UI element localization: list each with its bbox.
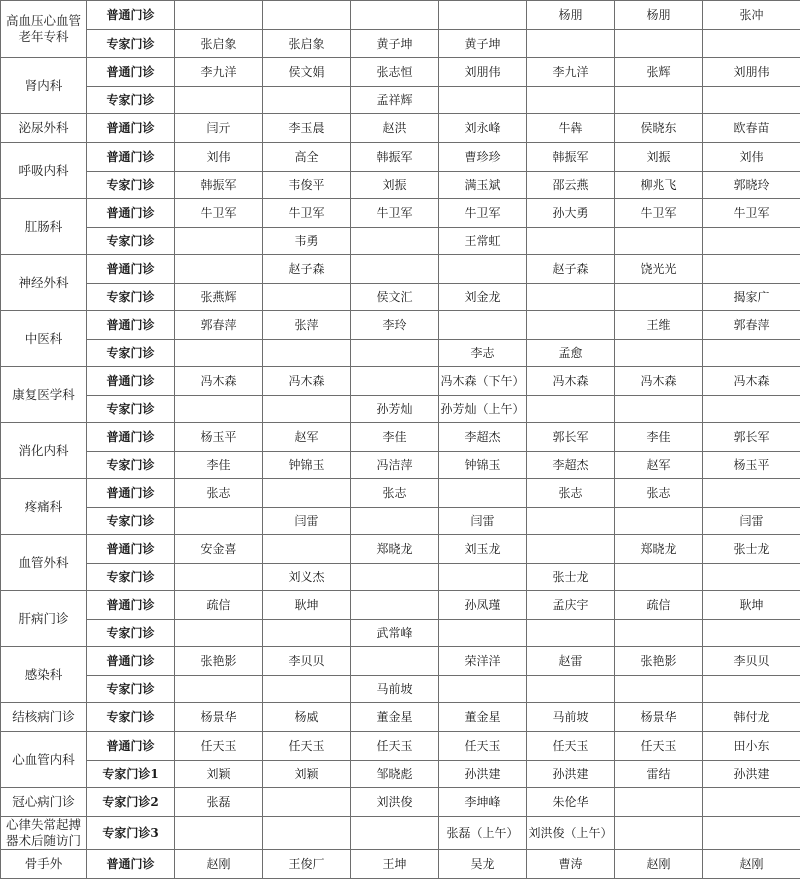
doctor-cell <box>351 817 439 850</box>
doctor-cell: 赵军 <box>263 423 351 452</box>
doctor-cell: 杨景华 <box>615 703 703 732</box>
clinic-type: 普通门诊 <box>87 647 175 676</box>
doctor-cell: 张志 <box>351 479 439 508</box>
clinic-type: 专家门诊 <box>87 564 175 591</box>
doctor-cell: 刘金龙 <box>439 284 527 311</box>
doctor-cell: 朱伦华 <box>527 788 615 817</box>
table-row <box>1 732 800 761</box>
doctor-cell: 黄子坤 <box>439 30 527 58</box>
doctor-cell <box>175 228 263 255</box>
doctor-cell <box>439 255 527 284</box>
doctor-cell <box>175 396 263 423</box>
doctor-cell <box>615 284 703 311</box>
table-row <box>1 143 800 172</box>
doctor-cell <box>263 620 351 647</box>
doctor-cell: 王坤 <box>351 850 439 879</box>
department-name: 血管外科 <box>1 535 87 591</box>
doctor-cell: 郭晓玲 <box>703 172 800 199</box>
doctor-cell <box>527 396 615 423</box>
doctor-cell <box>263 535 351 564</box>
doctor-cell <box>351 591 439 620</box>
doctor-cell <box>175 676 263 703</box>
department-name: 康复医学科 <box>1 367 87 423</box>
clinic-type: 普通门诊 <box>87 850 175 879</box>
doctor-cell: 任天玉 <box>615 732 703 761</box>
doctor-cell: 杨景华 <box>175 703 263 732</box>
doctor-cell <box>615 676 703 703</box>
doctor-cell: 韩振军 <box>527 143 615 172</box>
doctor-cell: 孙芳灿 <box>351 396 439 423</box>
doctor-cell: 疏信 <box>175 591 263 620</box>
doctor-cell: 张志 <box>175 479 263 508</box>
doctor-cell: 王常虹 <box>439 228 527 255</box>
clinic-type: 专家门诊 <box>87 340 175 367</box>
doctor-cell: 雷结 <box>615 761 703 788</box>
doctor-cell: 牛卫军 <box>351 199 439 228</box>
table-row <box>1 114 800 143</box>
doctor-cell: 李贝贝 <box>703 647 800 676</box>
doctor-cell <box>703 255 800 284</box>
table-row <box>1 255 800 284</box>
doctor-cell: 郭长军 <box>703 423 800 452</box>
clinic-type: 普通门诊 <box>87 732 175 761</box>
doctor-cell: 疏信 <box>615 591 703 620</box>
doctor-cell: 孟庆宇 <box>527 591 615 620</box>
doctor-cell: 张艳影 <box>175 647 263 676</box>
doctor-cell: 吴龙 <box>439 850 527 879</box>
clinic-type: 专家门诊 <box>87 452 175 479</box>
clinic-type: 专家门诊3 <box>87 817 175 850</box>
doctor-cell <box>527 30 615 58</box>
doctor-cell: 牛卫军 <box>703 199 800 228</box>
doctor-cell: 张燕辉 <box>175 284 263 311</box>
doctor-cell <box>263 788 351 817</box>
doctor-cell: 刘伟 <box>703 143 800 172</box>
doctor-cell <box>615 340 703 367</box>
doctor-cell <box>703 676 800 703</box>
doctor-cell: 杨威 <box>263 703 351 732</box>
department-name: 肾内科 <box>1 58 87 114</box>
doctor-cell: 邹晓彪 <box>351 761 439 788</box>
doctor-cell: 牛犇 <box>527 114 615 143</box>
table-row <box>1 284 800 311</box>
doctor-cell <box>615 87 703 114</box>
doctor-cell <box>703 479 800 508</box>
doctor-cell <box>527 535 615 564</box>
table-row <box>1 817 800 850</box>
clinic-type: 普通门诊 <box>87 1 175 30</box>
doctor-cell: 杨玉平 <box>703 452 800 479</box>
doctor-cell: 钟锦玉 <box>439 452 527 479</box>
doctor-cell <box>263 479 351 508</box>
doctor-cell: 耿坤 <box>703 591 800 620</box>
doctor-cell: 孙大勇 <box>527 199 615 228</box>
table-row <box>1 850 800 879</box>
doctor-cell <box>351 508 439 535</box>
doctor-cell: 曹珍珍 <box>439 143 527 172</box>
doctor-cell <box>351 367 439 396</box>
department-name: 感染科 <box>1 647 87 703</box>
doctor-cell <box>263 396 351 423</box>
doctor-cell: 刘振 <box>615 143 703 172</box>
doctor-cell <box>439 1 527 30</box>
doctor-cell <box>703 817 800 850</box>
doctor-cell: 邵云燕 <box>527 172 615 199</box>
doctor-cell: 杨朋 <box>527 1 615 30</box>
doctor-cell <box>615 396 703 423</box>
doctor-cell: 张启象 <box>175 30 263 58</box>
doctor-cell: 王俊厂 <box>263 850 351 879</box>
doctor-cell: 侯文汇 <box>351 284 439 311</box>
doctor-cell: 马前坡 <box>527 703 615 732</box>
doctor-cell <box>175 1 263 30</box>
table-row <box>1 367 800 396</box>
doctor-cell: 李玉晨 <box>263 114 351 143</box>
doctor-cell: 刘颖 <box>263 761 351 788</box>
doctor-cell <box>615 564 703 591</box>
doctor-cell: 韦俊平 <box>263 172 351 199</box>
doctor-cell: 张磊（上午） <box>439 817 527 850</box>
doctor-cell <box>703 564 800 591</box>
doctor-cell: 郑晓龙 <box>615 535 703 564</box>
doctor-cell: 赵雷 <box>527 647 615 676</box>
table-row <box>1 396 800 423</box>
doctor-cell: 冯木森 <box>263 367 351 396</box>
doctor-cell: 闫亓 <box>175 114 263 143</box>
doctor-cell: 赵刚 <box>703 850 800 879</box>
doctor-cell: 黄子坤 <box>351 30 439 58</box>
clinic-type: 专家门诊 <box>87 676 175 703</box>
doctor-cell: 高全 <box>263 143 351 172</box>
doctor-cell <box>703 788 800 817</box>
clinic-type: 普通门诊 <box>87 367 175 396</box>
doctor-cell <box>615 788 703 817</box>
doctor-cell: 杨玉平 <box>175 423 263 452</box>
doctor-cell: 冯洁萍 <box>351 452 439 479</box>
doctor-cell: 冯木森 <box>175 367 263 396</box>
table-row <box>1 87 800 114</box>
department-name: 高血压心血管老年专科 <box>1 1 87 58</box>
doctor-cell: 赵子森 <box>527 255 615 284</box>
doctor-cell: 刘朋伟 <box>439 58 527 87</box>
department-name: 呼吸内科 <box>1 143 87 199</box>
doctor-cell: 冯木森（下午） <box>439 367 527 396</box>
doctor-cell: 张萍 <box>263 311 351 340</box>
doctor-cell <box>351 228 439 255</box>
department-name: 消化内科 <box>1 423 87 479</box>
clinic-type: 专家门诊 <box>87 30 175 58</box>
doctor-cell: 韦勇 <box>263 228 351 255</box>
doctor-cell <box>703 340 800 367</box>
doctor-cell: 曹涛 <box>527 850 615 879</box>
table-row <box>1 647 800 676</box>
table-row <box>1 508 800 535</box>
doctor-cell <box>527 620 615 647</box>
clinic-type: 专家门诊 <box>87 284 175 311</box>
doctor-cell <box>615 30 703 58</box>
clinic-type: 普通门诊 <box>87 423 175 452</box>
doctor-cell: 刘朋伟 <box>703 58 800 87</box>
doctor-cell <box>351 1 439 30</box>
doctor-cell: 董金星 <box>439 703 527 732</box>
table-row <box>1 172 800 199</box>
doctor-cell: 赵洪 <box>351 114 439 143</box>
doctor-cell: 张艳影 <box>615 647 703 676</box>
doctor-cell <box>263 340 351 367</box>
doctor-cell <box>175 87 263 114</box>
department-name: 骨手外 <box>1 850 87 879</box>
doctor-cell: 郭春萍 <box>703 311 800 340</box>
clinic-type: 普通门诊 <box>87 311 175 340</box>
doctor-cell <box>439 479 527 508</box>
clinic-type: 普通门诊 <box>87 143 175 172</box>
doctor-cell: 孙芳灿（上午） <box>439 396 527 423</box>
clinic-type: 专家门诊 <box>87 172 175 199</box>
clinic-type: 专家门诊 <box>87 703 175 732</box>
doctor-cell: 李九洋 <box>527 58 615 87</box>
doctor-cell <box>527 508 615 535</box>
doctor-cell: 李超杰 <box>439 423 527 452</box>
doctor-cell: 马前坡 <box>351 676 439 703</box>
doctor-cell: 满玉斌 <box>439 172 527 199</box>
doctor-cell: 柳兆飞 <box>615 172 703 199</box>
doctor-cell: 刘永峰 <box>439 114 527 143</box>
table-row <box>1 703 800 732</box>
doctor-cell <box>527 228 615 255</box>
doctor-cell <box>439 620 527 647</box>
doctor-cell: 闫雷 <box>439 508 527 535</box>
doctor-cell: 张志 <box>615 479 703 508</box>
department-name: 心血管内科 <box>1 732 87 788</box>
doctor-cell <box>351 564 439 591</box>
doctor-cell <box>703 30 800 58</box>
doctor-cell <box>703 396 800 423</box>
doctor-cell: 牛卫军 <box>175 199 263 228</box>
department-name: 肝病门诊 <box>1 591 87 647</box>
doctor-cell: 揭家广 <box>703 284 800 311</box>
doctor-cell: 张启象 <box>263 30 351 58</box>
doctor-cell <box>175 340 263 367</box>
doctor-cell: 任天玉 <box>263 732 351 761</box>
table-row <box>1 535 800 564</box>
table-row <box>1 228 800 255</box>
doctor-cell <box>263 1 351 30</box>
doctor-cell: 张志恒 <box>351 58 439 87</box>
doctor-cell: 安金喜 <box>175 535 263 564</box>
doctor-cell: 任天玉 <box>439 732 527 761</box>
doctor-cell <box>439 87 527 114</box>
doctor-cell: 欧春苗 <box>703 114 800 143</box>
doctor-cell <box>703 228 800 255</box>
doctor-cell: 李九洋 <box>175 58 263 87</box>
doctor-cell <box>615 228 703 255</box>
doctor-cell <box>615 620 703 647</box>
table-row <box>1 479 800 508</box>
doctor-cell: 李佳 <box>175 452 263 479</box>
clinic-type: 专家门诊 <box>87 508 175 535</box>
clinic-type: 普通门诊 <box>87 199 175 228</box>
clinic-type: 普通门诊 <box>87 535 175 564</box>
department-name: 冠心病门诊 <box>1 788 87 817</box>
doctor-cell: 牛卫军 <box>263 199 351 228</box>
schedule-body <box>1 1 800 879</box>
department-name: 疼痛科 <box>1 479 87 535</box>
table-row <box>1 788 800 817</box>
clinic-type: 普通门诊 <box>87 591 175 620</box>
clinic-type: 专家门诊 <box>87 228 175 255</box>
clinic-type: 专家门诊 <box>87 620 175 647</box>
doctor-cell: 赵子森 <box>263 255 351 284</box>
doctor-cell <box>175 817 263 850</box>
table-row <box>1 1 800 30</box>
department-name: 心律失常起搏器术后随访门 <box>1 817 87 850</box>
table-row <box>1 340 800 367</box>
doctor-cell: 郭春萍 <box>175 311 263 340</box>
doctor-cell: 冯木森 <box>703 367 800 396</box>
doctor-cell: 闫雷 <box>703 508 800 535</box>
doctor-cell <box>703 87 800 114</box>
clinic-type: 普通门诊 <box>87 255 175 284</box>
table-row <box>1 58 800 87</box>
department-name: 结核病门诊 <box>1 703 87 732</box>
doctor-cell: 孙洪建 <box>439 761 527 788</box>
doctor-cell: 荣洋洋 <box>439 647 527 676</box>
doctor-cell: 杨朋 <box>615 1 703 30</box>
doctor-cell: 牛卫军 <box>439 199 527 228</box>
doctor-cell: 韩振军 <box>175 172 263 199</box>
doctor-cell: 张冲 <box>703 1 800 30</box>
table-row <box>1 620 800 647</box>
doctor-cell: 韩付龙 <box>703 703 800 732</box>
doctor-cell <box>439 676 527 703</box>
clinic-type: 专家门诊 <box>87 396 175 423</box>
doctor-cell: 冯木森 <box>527 367 615 396</box>
doctor-cell: 郑晓龙 <box>351 535 439 564</box>
clinic-type: 专家门诊2 <box>87 788 175 817</box>
doctor-cell: 冯木森 <box>615 367 703 396</box>
doctor-cell: 刘振 <box>351 172 439 199</box>
doctor-cell: 王维 <box>615 311 703 340</box>
doctor-cell: 刘玉龙 <box>439 535 527 564</box>
doctor-cell <box>615 817 703 850</box>
table-row <box>1 30 800 58</box>
doctor-cell: 张辉 <box>615 58 703 87</box>
table-row <box>1 199 800 228</box>
table-row <box>1 423 800 452</box>
department-name: 肛肠科 <box>1 199 87 255</box>
doctor-cell <box>351 340 439 367</box>
doctor-cell: 张士龙 <box>703 535 800 564</box>
table-row <box>1 311 800 340</box>
doctor-cell: 耿坤 <box>263 591 351 620</box>
doctor-cell: 李佳 <box>351 423 439 452</box>
doctor-cell: 张磊 <box>175 788 263 817</box>
doctor-cell: 赵军 <box>615 452 703 479</box>
doctor-cell: 侯晓东 <box>615 114 703 143</box>
department-name: 泌尿外科 <box>1 114 87 143</box>
doctor-cell: 孟愈 <box>527 340 615 367</box>
doctor-cell: 刘洪俊（上午） <box>527 817 615 850</box>
doctor-cell <box>527 284 615 311</box>
doctor-cell <box>439 311 527 340</box>
doctor-cell: 李超杰 <box>527 452 615 479</box>
doctor-cell <box>175 564 263 591</box>
doctor-cell <box>351 647 439 676</box>
clinic-type: 专家门诊1 <box>87 761 175 788</box>
doctor-cell: 李玲 <box>351 311 439 340</box>
doctor-cell: 韩振军 <box>351 143 439 172</box>
doctor-cell: 任天玉 <box>527 732 615 761</box>
doctor-cell: 钟锦玉 <box>263 452 351 479</box>
clinic-type: 普通门诊 <box>87 479 175 508</box>
clinic-type: 普通门诊 <box>87 114 175 143</box>
doctor-cell: 赵刚 <box>615 850 703 879</box>
doctor-cell <box>175 620 263 647</box>
doctor-cell <box>527 87 615 114</box>
doctor-cell <box>703 620 800 647</box>
doctor-cell: 李佳 <box>615 423 703 452</box>
doctor-cell: 李贝贝 <box>263 647 351 676</box>
doctor-cell <box>263 87 351 114</box>
doctor-cell <box>527 676 615 703</box>
doctor-cell <box>527 311 615 340</box>
table-row <box>1 676 800 703</box>
department-name: 神经外科 <box>1 255 87 311</box>
doctor-cell: 张志 <box>527 479 615 508</box>
doctor-cell: 闫雷 <box>263 508 351 535</box>
doctor-cell: 董金星 <box>351 703 439 732</box>
clinic-type: 专家门诊 <box>87 87 175 114</box>
department-name: 中医科 <box>1 311 87 367</box>
doctor-cell: 侯文娟 <box>263 58 351 87</box>
doctor-cell: 田小东 <box>703 732 800 761</box>
doctor-cell <box>615 508 703 535</box>
doctor-cell: 张士龙 <box>527 564 615 591</box>
clinic-type: 普通门诊 <box>87 58 175 87</box>
doctor-cell: 郭长军 <box>527 423 615 452</box>
doctor-cell: 刘颖 <box>175 761 263 788</box>
doctor-cell <box>175 255 263 284</box>
table-row <box>1 564 800 591</box>
doctor-cell: 武常峰 <box>351 620 439 647</box>
doctor-cell: 孙凤瑾 <box>439 591 527 620</box>
doctor-cell <box>263 817 351 850</box>
doctor-cell: 饶光光 <box>615 255 703 284</box>
doctor-cell: 牛卫军 <box>615 199 703 228</box>
doctor-cell: 任天玉 <box>351 732 439 761</box>
doctor-cell: 孟祥辉 <box>351 87 439 114</box>
doctor-cell <box>439 564 527 591</box>
doctor-cell: 赵刚 <box>175 850 263 879</box>
table-row <box>1 761 800 788</box>
doctor-cell <box>351 255 439 284</box>
doctor-cell: 孙洪建 <box>527 761 615 788</box>
doctor-cell: 刘伟 <box>175 143 263 172</box>
doctor-cell: 孙洪建 <box>703 761 800 788</box>
doctor-cell <box>263 284 351 311</box>
doctor-cell: 任天玉 <box>175 732 263 761</box>
doctor-cell <box>175 508 263 535</box>
doctor-cell: 李坤峰 <box>439 788 527 817</box>
table-row <box>1 452 800 479</box>
doctor-cell: 刘洪俊 <box>351 788 439 817</box>
doctor-cell <box>263 676 351 703</box>
doctor-cell: 刘义杰 <box>263 564 351 591</box>
table-row <box>1 591 800 620</box>
doctor-cell: 李志 <box>439 340 527 367</box>
